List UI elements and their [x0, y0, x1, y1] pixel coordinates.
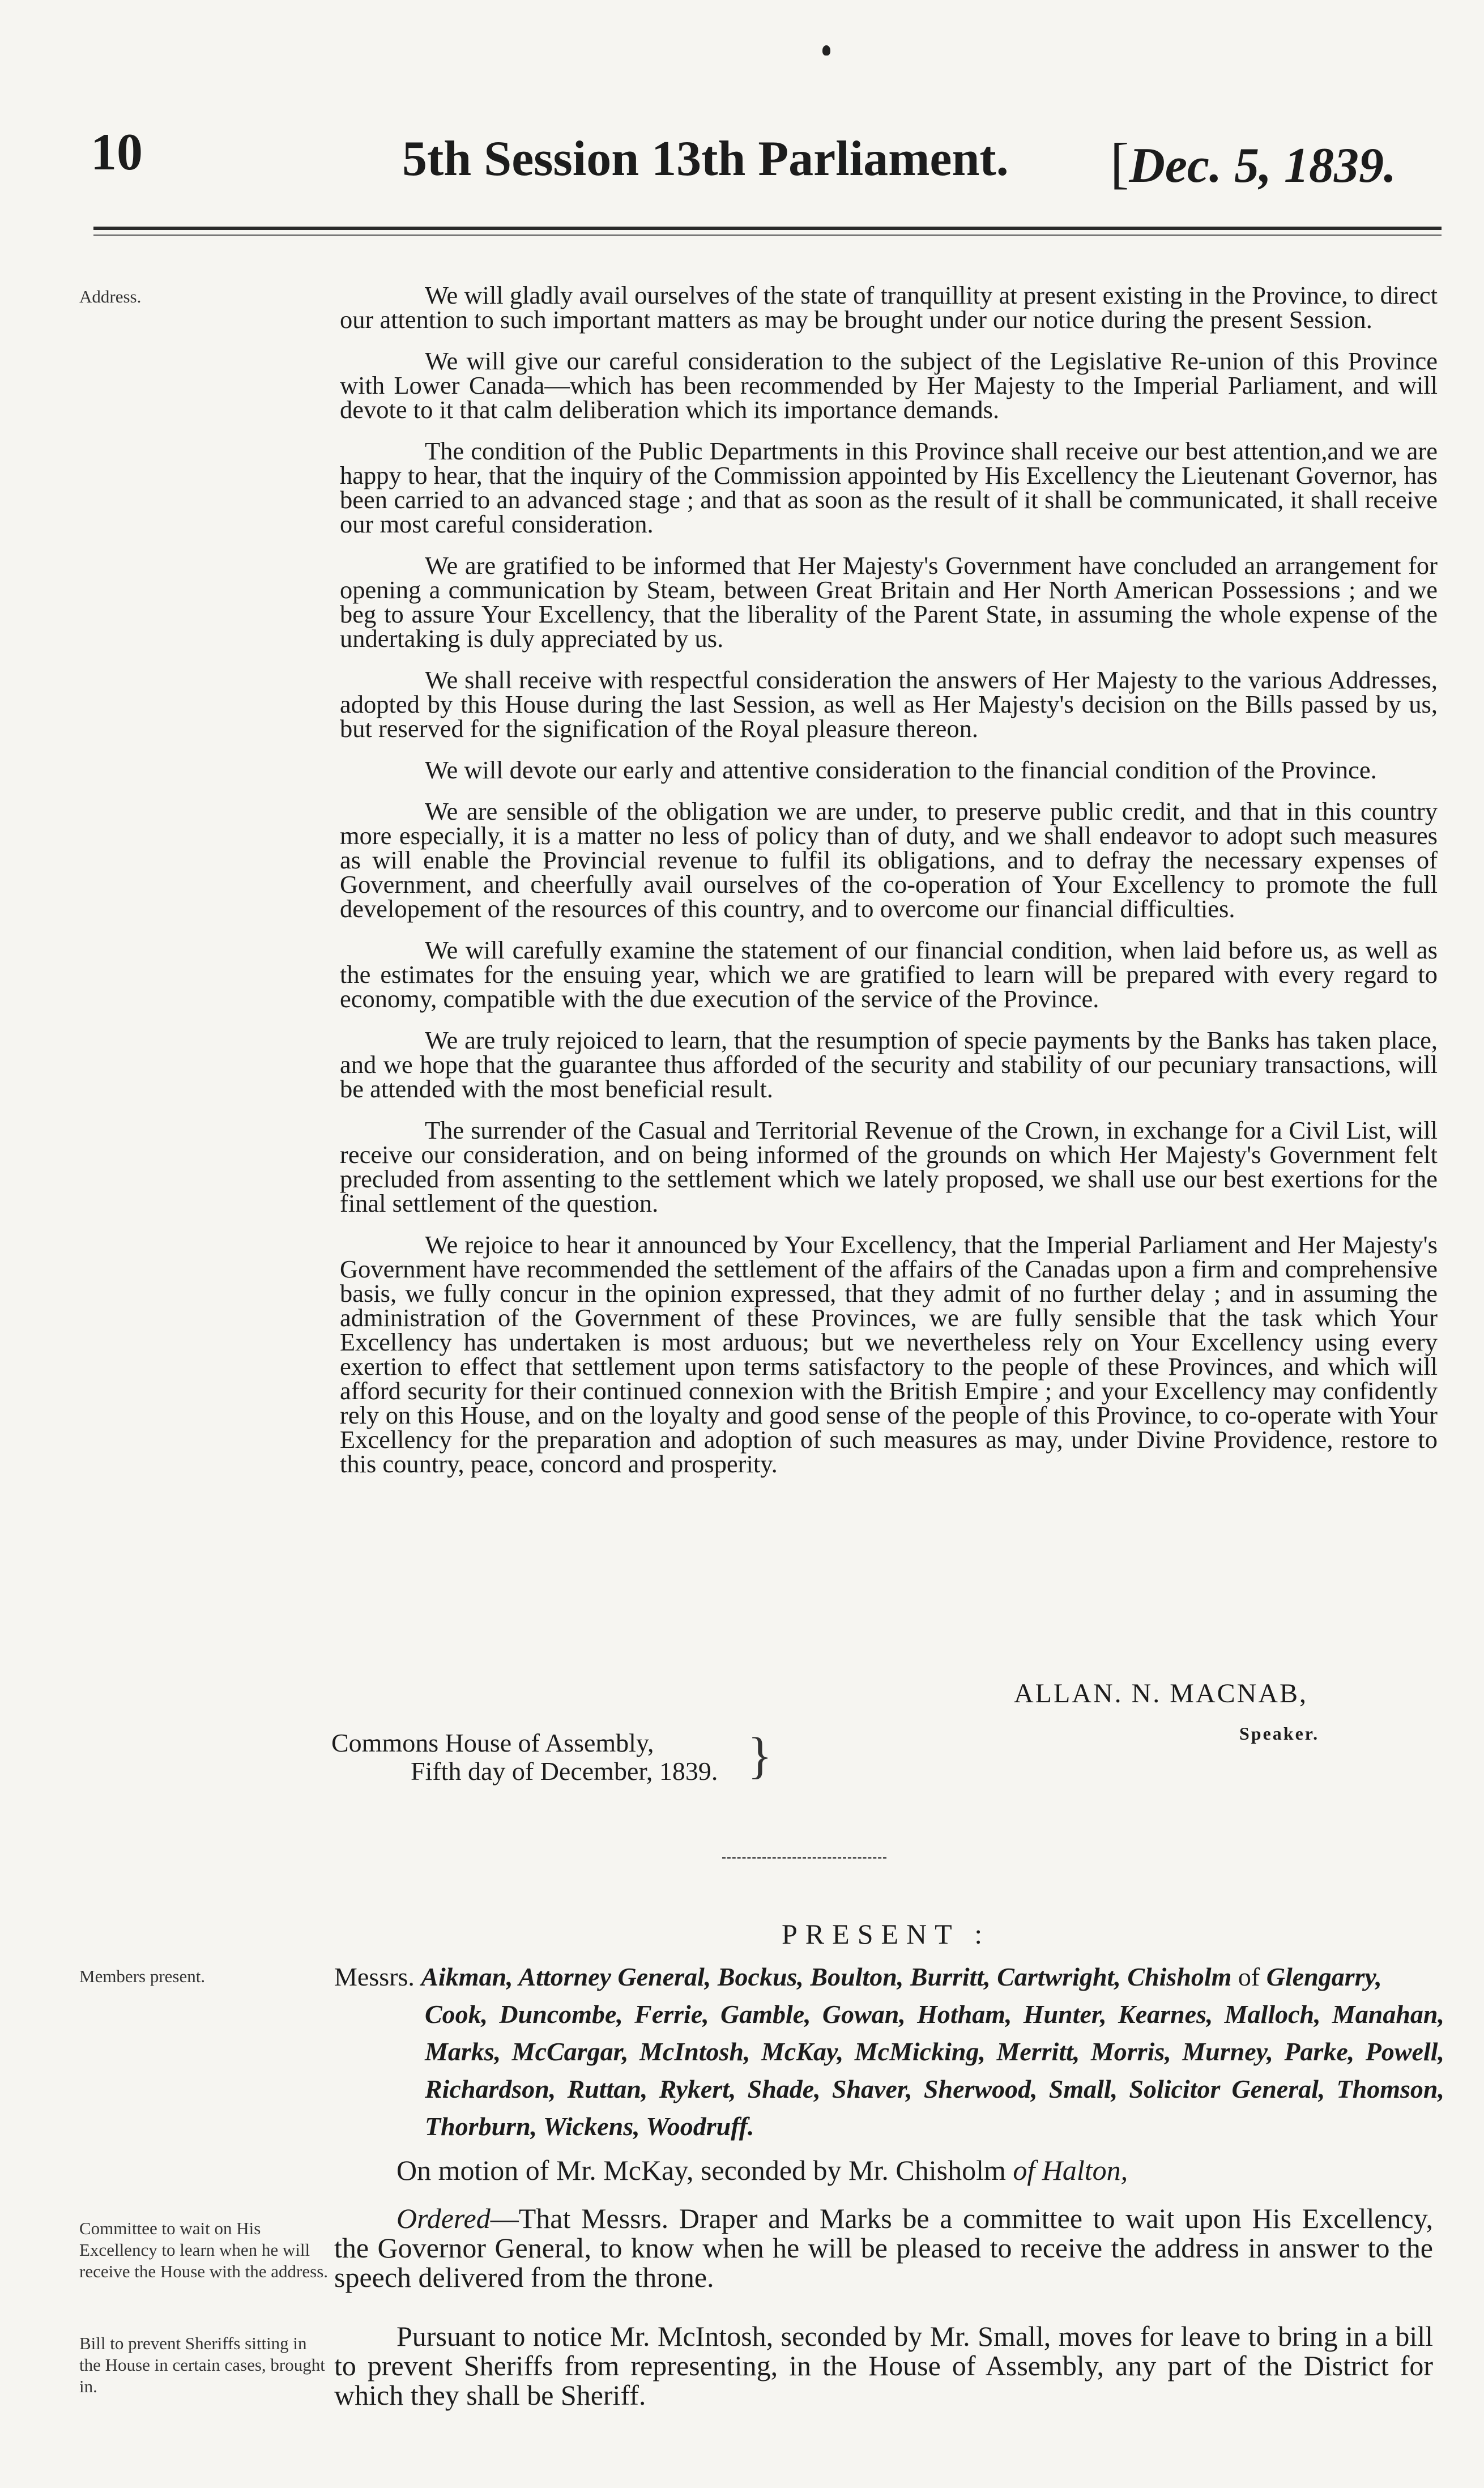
- dateline: [331, 1729, 718, 1786]
- margin-note-address: Address.: [79, 287, 142, 306]
- present-heading: PRESENT :: [782, 1918, 991, 1950]
- date-bracket: [: [1110, 131, 1129, 194]
- motion-tail: of Halton,: [1013, 2154, 1128, 2186]
- address-paragraph: We will carefully examine the statement of our financial condition, when laid before us, as well as the estimates for the ensuing year, which we are gratified to learn will be prepared with every regard to economy, compatible with the due execution of the service of the Province.: [340, 936, 1438, 1013]
- members-names-rest: Cook, Duncombe, Ferrie, Gamble, Gowan, Hotham, Hunter, Kearnes, Malloch, Manahan, Marks, McCargar, McIntosh, McKay, McMicking, Merritt, Morris, Murney, Parke, Powell, Richardson, Ruttan, Rykert, Shade, Shaver, Sherwood, Small, Solicitor General, Thomson, Thorburn, Wickens, Woodruff.: [425, 2000, 1444, 2141]
- motion-paragraph: [334, 2155, 1433, 2185]
- members-list: [334, 1958, 1444, 2145]
- page-header: [0, 122, 1484, 201]
- dateline-date: Fifth day of December, 1839.: [411, 1757, 718, 1786]
- ordered-label: Ordered: [396, 2202, 491, 2234]
- address-paragraph: We rejoice to hear it announced by Your Excellency, that the Imperial Parliament and Her Majesty's Government have recommended the settlement of the affairs of the Canadas upon a firm and comprehensive basis, we fully concur in the opinion expressed, that they admit of no further delay ; and in assuming the administration of the Government of these Provinces, we are fully sensible that the task which Your Excellency has undertaken is most arduous; but we nevertheless rely on Your Excellency using every exertion to effect that settlement upon terms satisfactory to the people of these Provinces, and which will afford security for their continued connexion with the British Empire ; and your Excellency may confidently rely on this House, and on the loyalty and good sense of the people of this Province, to co-operate with Your Excellency for the preparation and adoption of such measures as may, under Divine Providence, restore to this country, peace, concord and prosperity.: [340, 1230, 1438, 1478]
- signature-name: ALLAN. N. MACNAB,: [1014, 1678, 1308, 1709]
- address-paragraph: The condition of the Public Departments in this Province shall receive our best attention,and we are happy to hear, that the inquiry of the Commission appointed by His Excellency the Lieutenant Governor, has been carried to an advanced stage ; and that as soon as the result of it shall be communicated, it shall receive our most careful consideration.: [340, 437, 1438, 538]
- ordered-paragraph: [334, 2204, 1433, 2292]
- section-separator: [722, 1857, 886, 1859]
- header-date: [1110, 130, 1396, 195]
- bill-text: Pursuant to notice Mr. McIntosh, seconded by Mr. Small, moves for leave to bring in a bill to prevent Sheriffs from representing, in the House of Assembly, any part of the District for which they shall be Sheriff.: [334, 2320, 1433, 2411]
- date-text: Dec. 5, 1839.: [1129, 138, 1396, 193]
- address-paragraph: The surrender of the Casual and Territorial Revenue of the Crown, in exchange for a Civil List, will receive our consideration, and on being informed of the grounds on which Her Majesty's Government felt precluded from assenting to the settlement which we lately proposed, we shall use our best exertions for the final settlement of the question.: [340, 1116, 1438, 1217]
- address-paragraph: We will devote our early and attentive consideration to the financial condition of the Province.: [425, 756, 1377, 784]
- address-paragraph: We shall receive with respectful consideration the answers of Her Majesty to the various Addresses, adopted by this House during the last Session, as well as Her Majesty's decision on the Bills passed by us, but reserved for the signification of the Royal pleasure thereon.: [340, 666, 1438, 743]
- address-body: [340, 283, 1438, 1493]
- page-number: 10: [91, 123, 143, 181]
- signature-title: Speaker.: [1239, 1723, 1320, 1744]
- motion-text: On motion of Mr. McKay, seconded by Mr. Chisholm: [396, 2154, 1006, 2186]
- members-names-line1: Aikman, Attorney General, Bockus, Boulton, Burritt, Cartwright, Chisholm: [421, 1962, 1232, 1991]
- journal-title: 5th Session 13th Parliament.: [402, 131, 1009, 186]
- members-prefix: Messrs.: [334, 1962, 415, 1991]
- address-paragraph: We will give our careful consideration to the subject of the Legislative Re-union of this Province with Lower Canada—which has been recommended by Her Majesty to the Imperial Parliament, and will devote to it that calm deliberation which its importance demands.: [340, 347, 1438, 424]
- members-names-glengarry: Glengarry,: [1266, 1962, 1382, 1991]
- bill-paragraph: [334, 2321, 1433, 2410]
- members-of: of: [1238, 1962, 1260, 1991]
- address-paragraph: We will gladly avail ourselves of the state of tranquillity at present existing in the Province, to direct our attention to such important matters as may be brought under our notice during the present Session.: [340, 281, 1438, 334]
- header-rule-thick: [93, 227, 1442, 230]
- header-rule-thin: [93, 235, 1442, 236]
- address-paragraph: We are truly rejoiced to learn, that the resumption of specie payments by the Banks has taken place, and we hope that the guarantee thus afforded of the security and stability of our pecuniary transactions, will be attended with the most beneficial result.: [340, 1026, 1438, 1103]
- address-paragraph: We are gratified to be informed that Her Majesty's Government have concluded an arrangement for opening a communication by Steam, between Great Britain and Her North American Possessions ; and we beg to assure Your Excellency, that the liberality of the Parent State, in assuming the whole expense of the undertaking is duly appreciated by us.: [340, 551, 1438, 653]
- margin-note-bill: Bill to prevent Sheriffs sitting in the House in certain cases, brought in.: [79, 2333, 325, 2396]
- margin-note-members: Members present.: [79, 1966, 206, 1986]
- dateline-place: Commons House of Assembly,: [331, 1728, 654, 1757]
- margin-note-committee: Committee to wait on His Excellency to learn when he will receive the House with the address.: [79, 2218, 329, 2281]
- ink-speck: [822, 45, 830, 56]
- ordered-text: —That Messrs. Draper and Marks be a committee to wait upon His Excellency, the Governor General, to know when he will be pleased to receive the address in answer to the speech delivered from the throne.: [334, 2202, 1433, 2293]
- address-paragraph: We are sensible of the obligation we are under, to preserve public credit, and that in this country more especially, it is a matter no less of policy than of duty, and we shall endeavor to adopt such measures as will enable the Provincial revenue to fulfil its obligations, and to defray the necessary expenses of Government, and cheerfully avail ourselves of the co-operation of Your Excellency to promote the full developement of the resources of this country, and to overcome our financial difficulties.: [340, 797, 1438, 923]
- brace-glyph: }: [748, 1728, 773, 1784]
